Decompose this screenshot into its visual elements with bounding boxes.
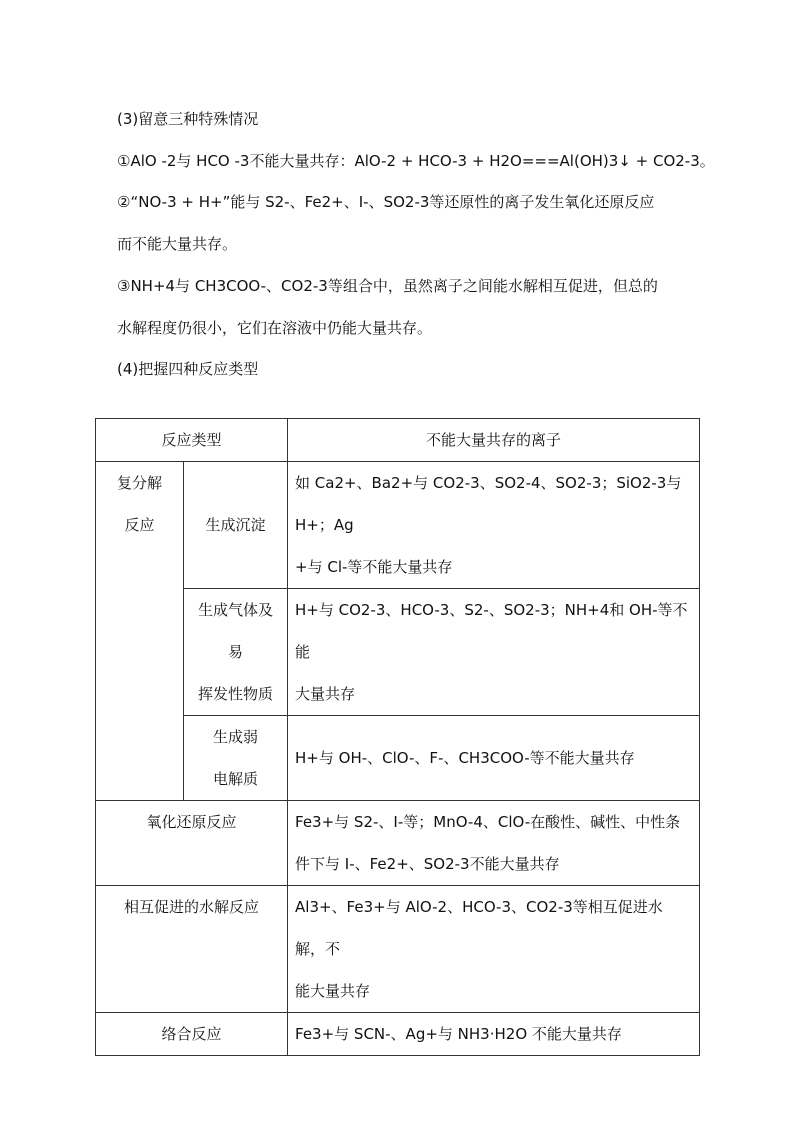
header-reaction-type: 反应类型 [96, 419, 288, 462]
weak-electrolyte-label [184, 716, 288, 801]
hydrolysis-ions-line1: Al3+、Fe3+与 AlO-2、HCO-3、CO2-3等相互促进水解，不 [295, 898, 663, 958]
special-case-1: ①AlO -2与 HCO -3不能大量共存：AlO-2 + HCO-3 + H2O===Al(OH)3↓ + CO2-3。 [117, 152, 715, 170]
double-decomposition-line1: 复分解 [116, 474, 162, 492]
precipitate-label: 生成沉淀 [184, 462, 288, 589]
table-row-complex [96, 1013, 700, 1056]
redox-ions-line2: 件下与 I-、Fe2+、SO2-3不能大量共存 [295, 855, 560, 873]
hydrolysis-ions [288, 886, 700, 1013]
table-row-precipitate [96, 462, 700, 589]
table-row-weak-electrolyte [96, 716, 700, 801]
redox-ions-line1: Fe3+与 S2-、I-等；MnO-4、ClO-在酸性、碱性、中性条 [295, 813, 681, 831]
complex-label: 络合反应 [96, 1013, 288, 1056]
redox-label: 氧化还原反应 [96, 801, 288, 886]
reaction-type-table [95, 418, 700, 1056]
precipitate-ions-line1: 如 Ca2+、Ba2+与 CO2-3、SO2-4、SO2-3；SiO2-3与 H+；Ag [295, 474, 682, 534]
table-row-hydrolysis [96, 886, 700, 1013]
weak-electrolyte-ions: H+与 OH-、ClO-、F-、CH3COO-等不能大量共存 [288, 716, 700, 801]
table-header-row [96, 419, 700, 462]
hydrolysis-label: 相互促进的水解反应 [96, 886, 288, 1013]
gas-ions-line2: 大量共存 [295, 685, 356, 703]
complex-ions: Fe3+与 SCN-、Ag+与 NH3·H2O 不能大量共存 [288, 1013, 700, 1056]
gas-label-line3: 挥发性物质 [198, 685, 274, 703]
gas-ions-line1: H+与 CO2-3、HCO-3、S2-、SO2-3；NH+4和 OH-等不能 [295, 601, 688, 661]
special-case-3-line2: 水解程度仍很小，它们在溶液中仍能大量共存。 [117, 319, 433, 337]
table-row-redox [96, 801, 700, 886]
gas-label-line1: 生成气体及 [198, 601, 274, 619]
double-decomposition-line2: 反应 [124, 516, 155, 534]
gas-label [184, 589, 288, 716]
precipitate-ions [288, 462, 700, 589]
header-ions: 不能大量共存的离子 [288, 419, 700, 462]
gas-label-line2: 易 [228, 643, 244, 661]
section-3-title: (3)留意三种特殊情况 [117, 110, 259, 128]
weak-electrolyte-label-line1: 生成弱 [213, 728, 259, 746]
double-decomposition-cell [96, 462, 184, 801]
special-case-2-line2: 而不能大量共存。 [117, 235, 238, 253]
special-case-2-line1: ②“NO-3 + H+”能与 S2-、Fe2+、I-、SO2-3等还原性的离子发生氧化还原反应 [117, 193, 655, 211]
weak-electrolyte-label-line2: 电解质 [213, 770, 259, 788]
table-row-gas [96, 589, 700, 716]
special-case-3-line1: ③NH+4与 CH3COO-、CO2-3等组合中，虽然离子之间能水解相互促进，但总的 [117, 277, 658, 295]
gas-ions [288, 589, 700, 716]
precipitate-ions-line2: +与 Cl-等不能大量共存 [295, 558, 453, 576]
hydrolysis-ions-line2: 能大量共存 [295, 982, 371, 1000]
redox-ions [288, 801, 700, 886]
section-4-title: (4)把握四种反应类型 [117, 360, 259, 378]
